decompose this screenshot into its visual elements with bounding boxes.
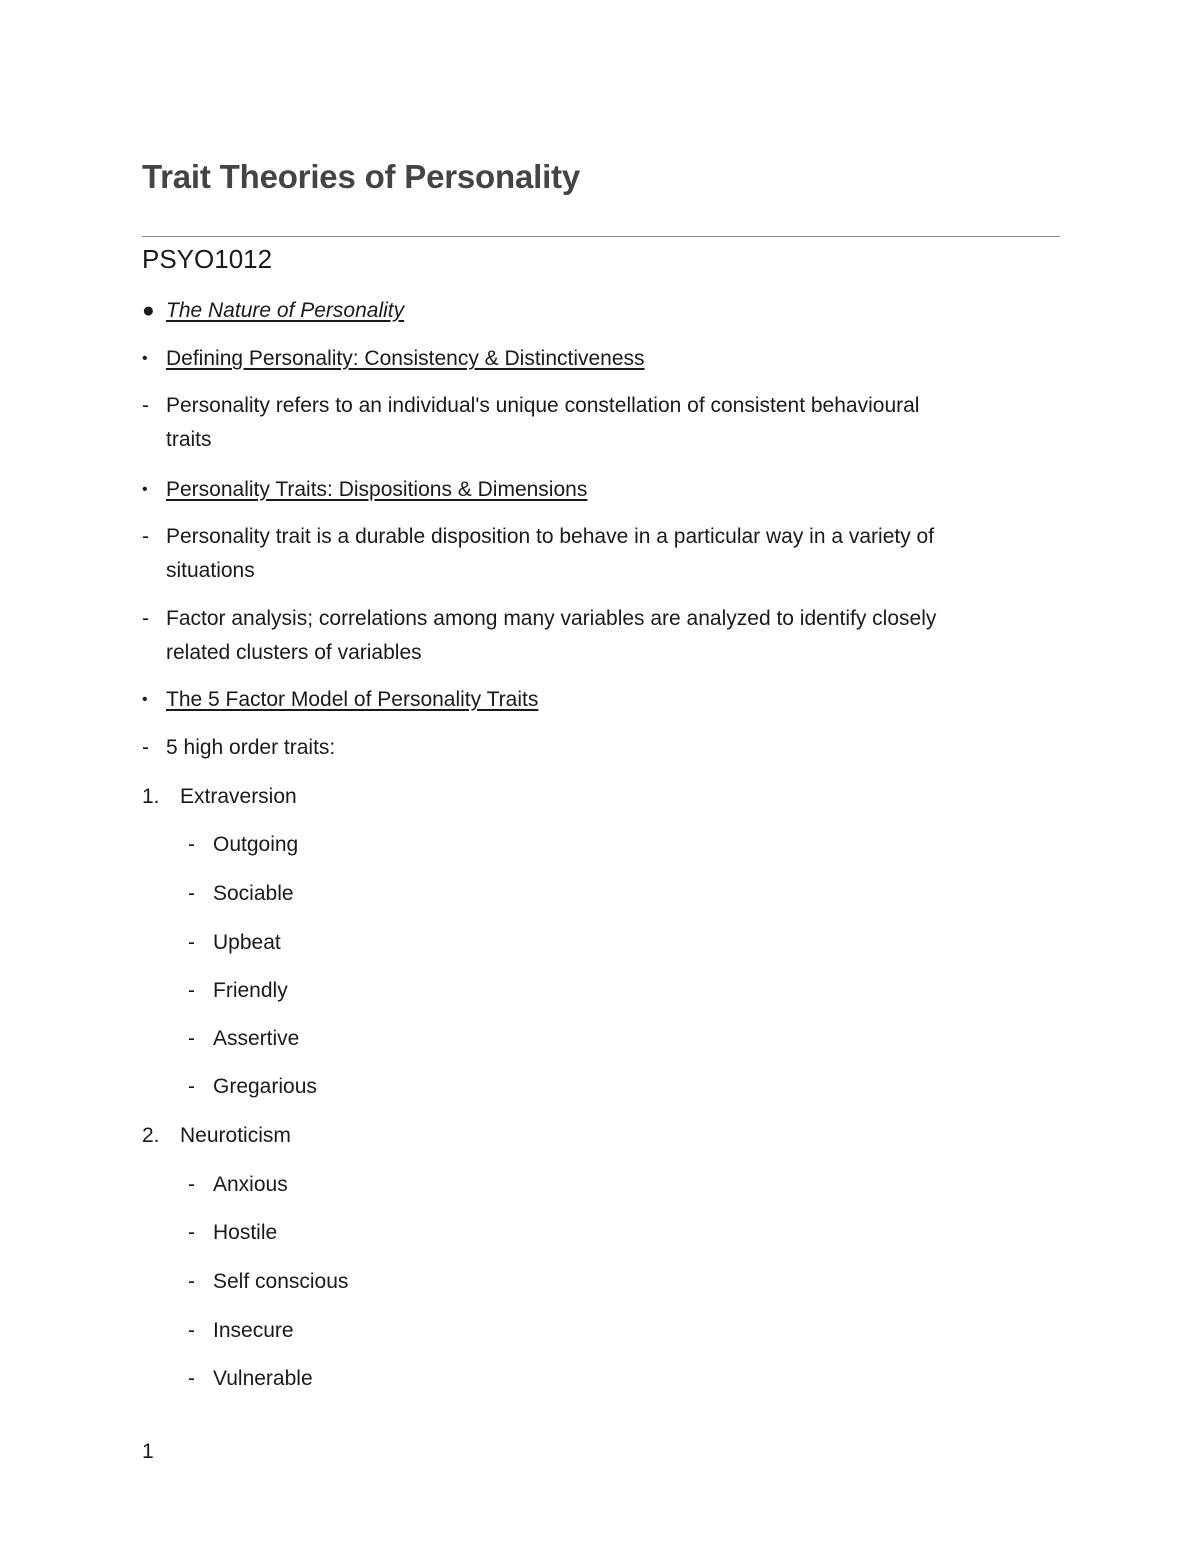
trait-descriptor: Sociable bbox=[213, 882, 294, 905]
list-item-heading: The 5 Factor Model of Personality Traits bbox=[166, 688, 539, 711]
dash-marker: - bbox=[188, 1221, 195, 1244]
list-item-heading: Defining Personality: Consistency & Distinctiveness bbox=[166, 347, 645, 370]
bullet-marker: ● bbox=[142, 299, 155, 322]
dash-marker: - bbox=[188, 931, 195, 954]
number-marker: 1. bbox=[142, 785, 160, 808]
dash-marker: - bbox=[188, 1270, 195, 1293]
dash-marker: - bbox=[188, 1173, 195, 1196]
trait-descriptor: Outgoing bbox=[213, 833, 299, 856]
dash-marker: - bbox=[188, 1027, 195, 1050]
dash-marker: - bbox=[142, 394, 149, 417]
bullet-marker: • bbox=[142, 481, 148, 498]
title-divider bbox=[142, 236, 1060, 237]
trait-descriptor: Assertive bbox=[213, 1027, 300, 1050]
trait-descriptor: Upbeat bbox=[213, 931, 281, 954]
dash-marker: - bbox=[142, 525, 149, 548]
list-item-text: Personality trait is a durable disposition to behave in a particular way in a variety of bbox=[166, 525, 935, 548]
page-number: 1 bbox=[142, 1440, 154, 1463]
trait-descriptor: Hostile bbox=[213, 1221, 278, 1244]
dash-marker: - bbox=[188, 979, 195, 1002]
dash-marker: - bbox=[142, 736, 149, 759]
bullet-marker: • bbox=[142, 350, 148, 367]
dash-marker: - bbox=[188, 1075, 195, 1098]
list-item-continuation: related clusters of variables bbox=[166, 641, 422, 664]
course-code: PSYO1012 bbox=[142, 244, 273, 274]
trait-descriptor: Self conscious bbox=[213, 1270, 349, 1293]
bullet-marker: • bbox=[142, 691, 148, 708]
page-title: Trait Theories of Personality bbox=[142, 158, 580, 195]
dash-marker: - bbox=[188, 833, 195, 856]
trait-descriptor: Anxious bbox=[213, 1173, 288, 1196]
dash-marker: - bbox=[142, 607, 149, 630]
dash-marker: - bbox=[188, 882, 195, 905]
list-item-heading: Personality Traits: Dispositions & Dimensions bbox=[166, 478, 588, 501]
list-item-continuation: situations bbox=[166, 559, 255, 582]
trait-descriptor: Gregarious bbox=[213, 1075, 317, 1098]
list-item-text: Factor analysis; correlations among many variables are analyzed to identify closely bbox=[166, 607, 937, 630]
trait-heading: Extraversion bbox=[180, 785, 297, 808]
dash-marker: - bbox=[188, 1319, 195, 1342]
number-marker: 2. bbox=[142, 1124, 160, 1147]
trait-heading: Neuroticism bbox=[180, 1124, 291, 1147]
list-item-text: 5 high order traits: bbox=[166, 736, 336, 759]
trait-descriptor: Friendly bbox=[213, 979, 288, 1002]
list-item-continuation: traits bbox=[166, 428, 212, 451]
trait-descriptor: Insecure bbox=[213, 1319, 294, 1342]
trait-descriptor: Vulnerable bbox=[213, 1367, 313, 1390]
dash-marker: - bbox=[188, 1367, 195, 1390]
list-item-heading: The Nature of Personality bbox=[166, 299, 405, 322]
list-item-text: Personality refers to an individual's unique constellation of consistent behavioural bbox=[166, 394, 920, 417]
